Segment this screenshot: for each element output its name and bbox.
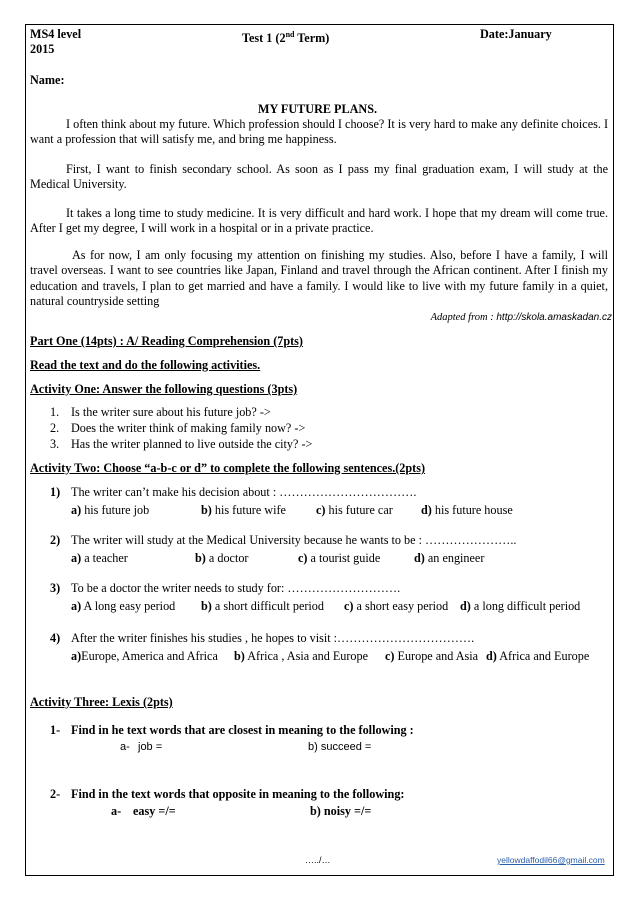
item-number: 3) bbox=[50, 581, 61, 595]
item-stem: The writer will study at the Medical University because he wants to be : ………………….. bbox=[71, 533, 517, 547]
option-a: a) a teacher bbox=[71, 551, 128, 565]
item-stem: To be a doctor the writer needs to study for: ………………………. bbox=[71, 581, 401, 595]
question-text: Is the writer sure about his future job? -> bbox=[71, 405, 271, 419]
item-stem: The writer can’t make his decision about : ……………………………. bbox=[71, 485, 417, 499]
question-number: 3. bbox=[50, 437, 60, 451]
lexis-a-word: job = bbox=[138, 741, 163, 753]
activity-two-title: Activity Two: Choose “a-b-c or d” to complete the following sentences.(2pts) bbox=[30, 461, 426, 475]
option-b: b) his future wife bbox=[201, 503, 286, 517]
email-link[interactable]: yellowdaffodil66@gmail.com bbox=[497, 855, 605, 865]
date-label: Date:January bbox=[480, 27, 552, 41]
page-marker: …../… bbox=[305, 855, 331, 865]
option-b: b) a doctor bbox=[195, 551, 249, 565]
question-number: 2. bbox=[50, 421, 60, 435]
source-line: Adapted from : http://skola.amaskadan.cz bbox=[430, 312, 612, 323]
option-b: b) a short difficult period bbox=[201, 599, 324, 613]
option-d: d) Africa and Europe bbox=[486, 649, 590, 663]
lexis-a-letter: a- bbox=[120, 741, 130, 753]
part-one-instruction: Read the text and do the following activities. bbox=[30, 358, 261, 372]
question-number: 1. bbox=[50, 405, 60, 419]
option-c: c) a short easy period bbox=[344, 599, 449, 613]
activity-one-title: Activity One: Answer the following questions (3pts) bbox=[30, 382, 298, 396]
item-number: 2) bbox=[50, 533, 61, 547]
option-a: a) his future job bbox=[71, 503, 150, 517]
lexis-instruction: Find in he text words that are closest in meaning to the following : bbox=[71, 723, 414, 737]
item-number: 4) bbox=[50, 631, 61, 645]
year-label: 2015 bbox=[30, 42, 55, 56]
lexis-a-letter: a- bbox=[111, 804, 122, 818]
question-text: Has the writer planned to live outside the city? -> bbox=[71, 437, 313, 451]
passage-paragraph-3: It takes a long time to study medicine. It is very difficult and hard work. I hope that my dream will come true. After I get my degree, I will work in a hospital or in a private practice. bbox=[30, 206, 608, 236]
lexis-b-word: b) noisy =/= bbox=[310, 804, 372, 818]
lexis-number: 1- bbox=[50, 723, 61, 737]
option-d: d) his future house bbox=[421, 503, 513, 517]
lexis-number: 2- bbox=[50, 787, 61, 801]
level-label: MS4 level bbox=[30, 27, 82, 41]
option-b: b) Africa , Asia and Europe bbox=[234, 649, 369, 663]
lexis-b-word: b) succeed = bbox=[308, 741, 372, 753]
source-link[interactable]: http://skola.amaskadan.cz bbox=[496, 312, 612, 323]
activity-three-title: Activity Three: Lexis (2pts) bbox=[30, 695, 173, 709]
lexis-a-word: easy =/= bbox=[133, 804, 176, 818]
passage-paragraph-2: First, I want to finish secondary school. As soon as I pass my final graduation exam, I will study at the Medical University. bbox=[30, 162, 608, 192]
passage-paragraph-1: I often think about my future. Which profession should I choose? It is very hard to make any definite choices. I want a profession that will satisfy me, and bring me happiness. bbox=[30, 117, 608, 147]
option-a: a)Europe, America and Africa bbox=[71, 649, 218, 663]
option-c: c) Europe and Asia bbox=[385, 649, 479, 663]
option-d: d) an engineer bbox=[414, 551, 485, 565]
passage-title: MY FUTURE PLANS. bbox=[258, 102, 378, 116]
option-c: c) his future car bbox=[316, 503, 393, 517]
option-d: d) a long difficult period bbox=[460, 599, 581, 613]
option-c: c) a tourist guide bbox=[298, 551, 381, 565]
lexis-instruction: Find in the text words that opposite in meaning to the following: bbox=[71, 787, 405, 801]
item-number: 1) bbox=[50, 485, 61, 499]
question-text: Does the writer think of making family now? -> bbox=[71, 421, 306, 435]
test-title: Test 1 (2nd Term) bbox=[242, 30, 330, 46]
item-stem: After the writer finishes his studies , he hopes to visit :……………………………. bbox=[71, 631, 475, 645]
passage-paragraph-4: As for now, I am only focusing my attention on finishing my studies. Also, before I have a family, I will travel overseas. I want to see countries like Japan, Finland and travel through the African continent. After I finish my education and travels, I plan to get married and have a family. I would like to live with my future family in a quiet, natural countryside setting bbox=[30, 248, 608, 308]
name-label: Name: bbox=[30, 73, 65, 87]
option-a: a) A long easy period bbox=[71, 599, 176, 613]
part-one-title: Part One (14pts) : A/ Reading Comprehension (7pts) bbox=[30, 334, 303, 348]
